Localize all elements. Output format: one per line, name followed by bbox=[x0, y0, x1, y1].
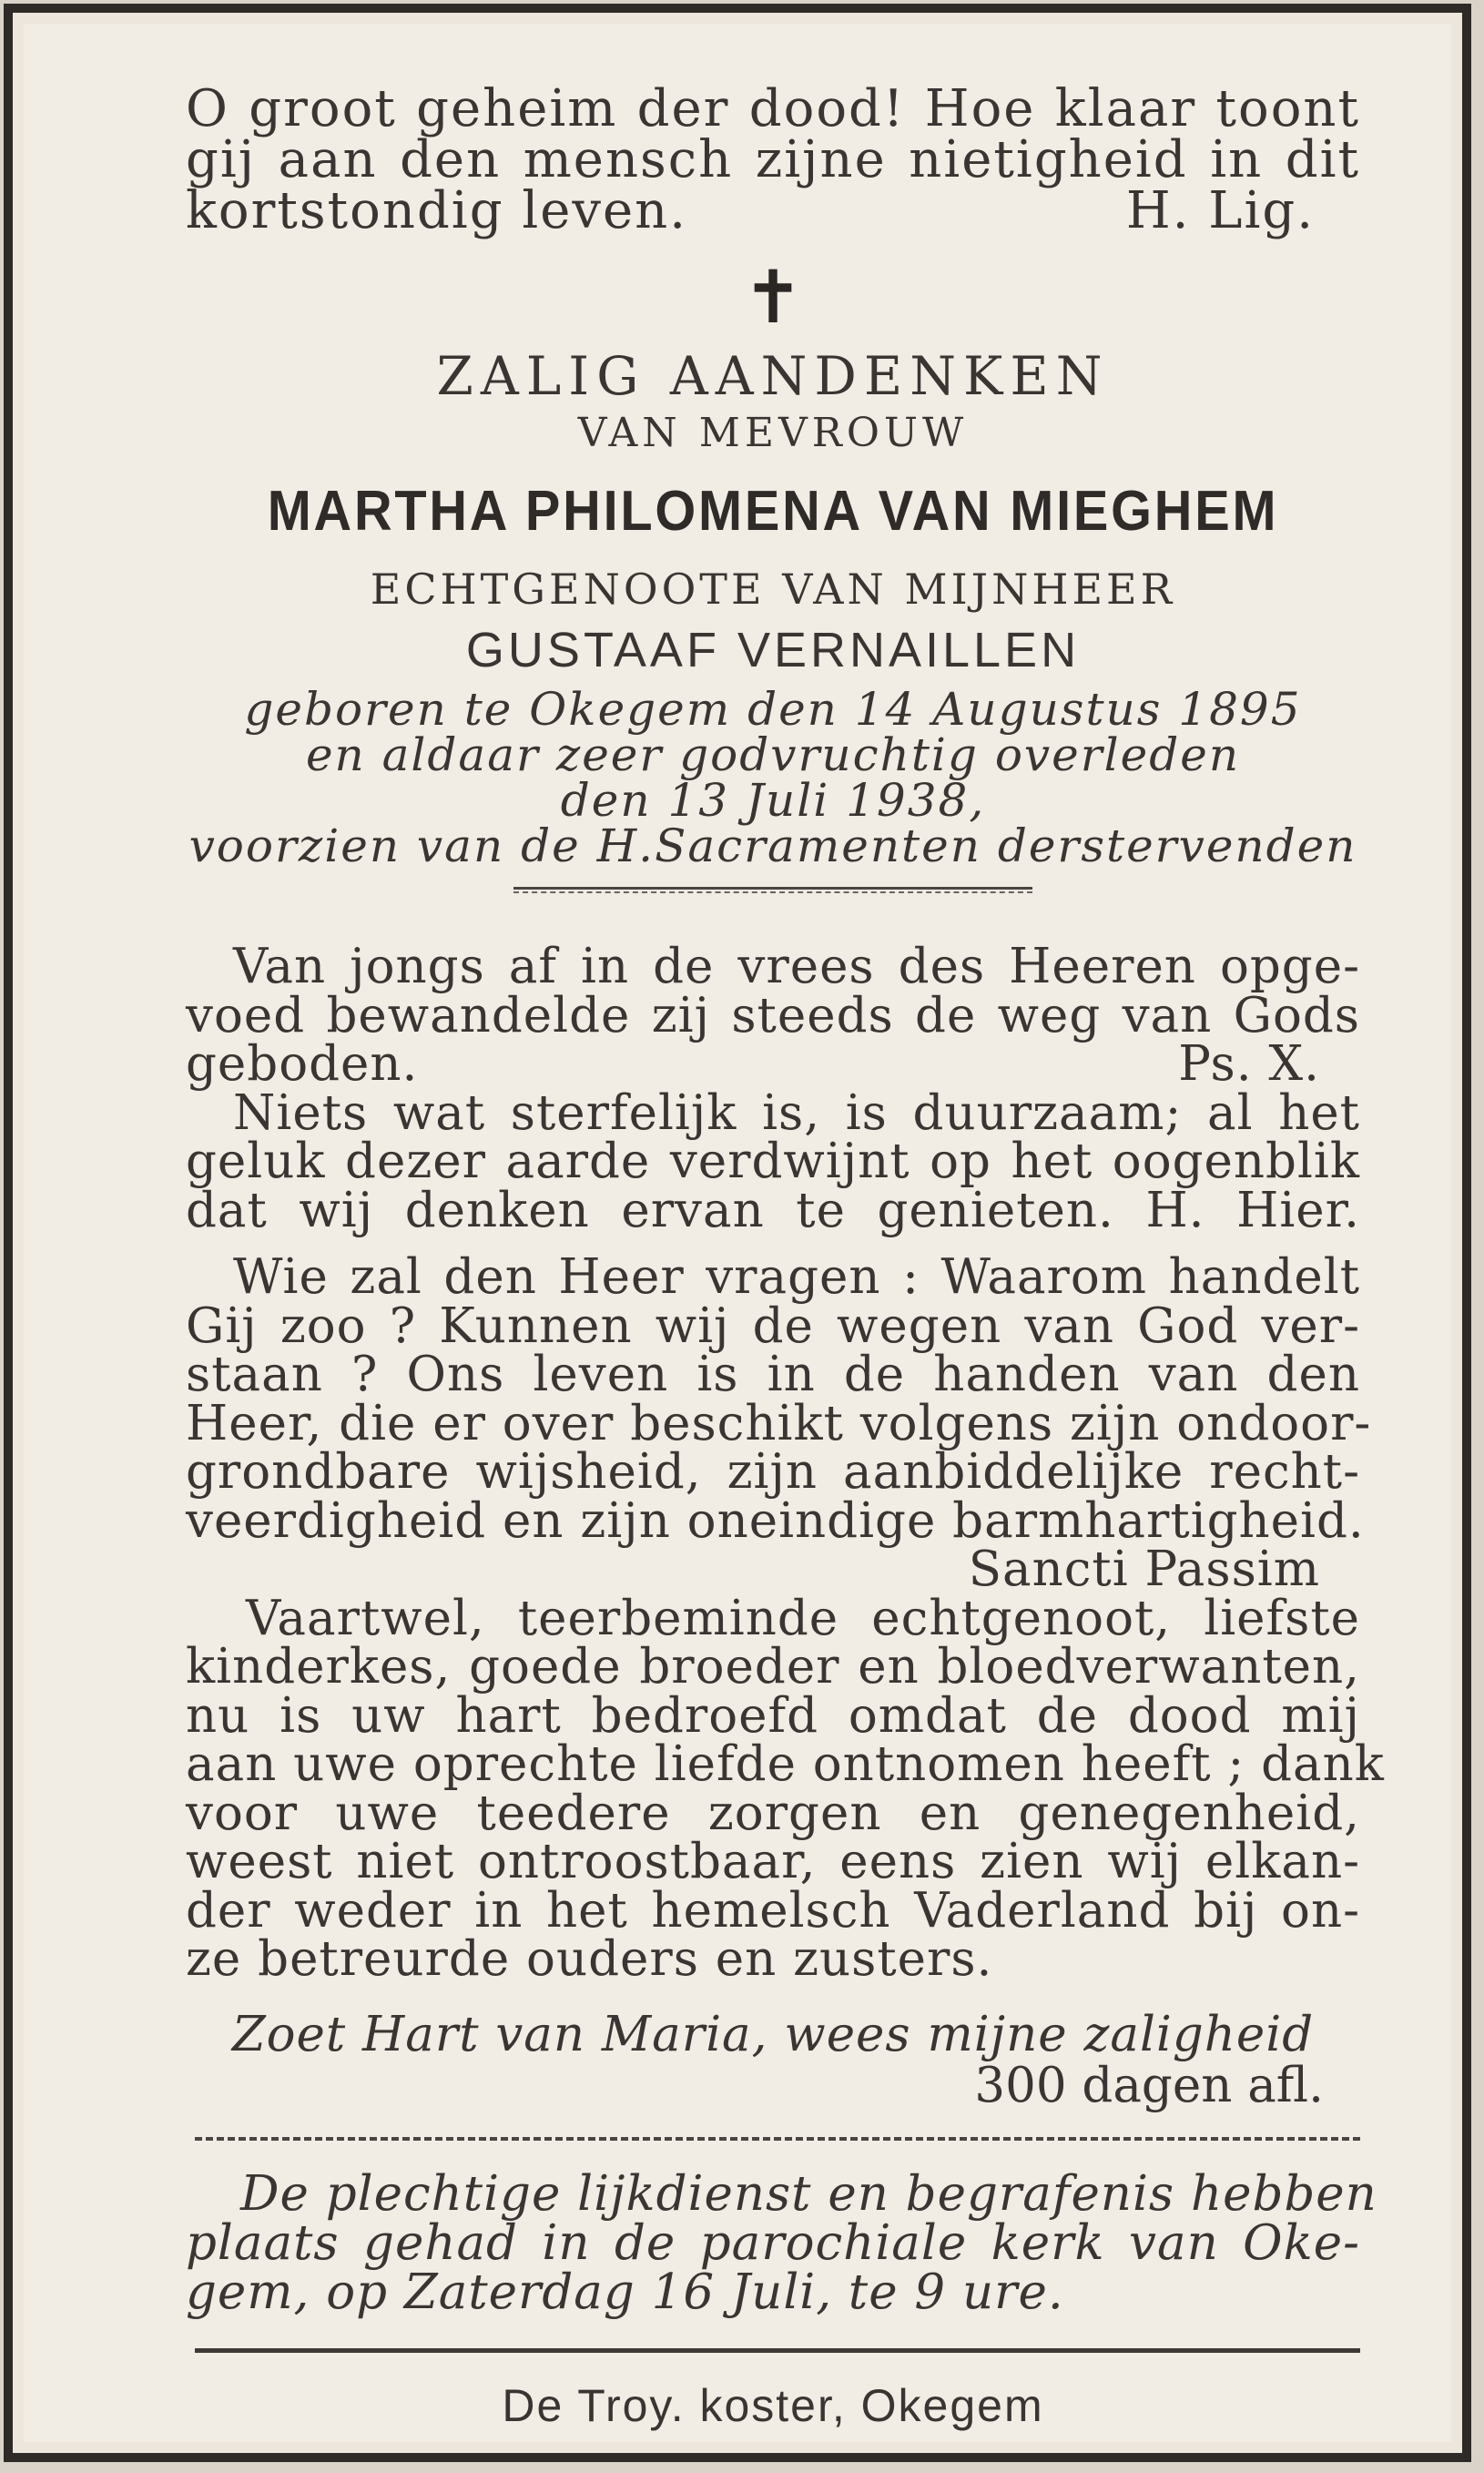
body-line: Van jongs af in de vrees des Heeren opge- bbox=[233, 939, 1360, 994]
body-line: nu is uw hart bedroefd omdat de dood mij bbox=[186, 1687, 1360, 1744]
dates-line: voorzien van de H.Sacramenten derstervenden bbox=[188, 819, 1357, 872]
epigraph-line: O groot geheim der dood! Hoe klaar toont bbox=[186, 79, 1360, 138]
body-line: veerdigheid en zijn oneindige barmhartigheid. bbox=[186, 1492, 1365, 1549]
body-line: Gij zoo ? Kunnen wij de wegen van God ver- bbox=[186, 1298, 1360, 1354]
spouse-label: ECHTGENOOTE VAN MIJNHEER bbox=[370, 565, 1176, 614]
memorial-card bbox=[4, 4, 1471, 2462]
card-title: ZALIG AANDENKEN bbox=[436, 345, 1110, 407]
life-dates bbox=[186, 683, 1360, 872]
dates-line: den 13 Juli 1938, bbox=[560, 774, 986, 827]
divider bbox=[195, 2348, 1360, 2353]
epigraph-line: gij aan den mensch zijne nietigheid in dit bbox=[186, 130, 1360, 189]
body-line bbox=[186, 1036, 1360, 1092]
funeral-line: gem, op Zaterdag 16 Juli, te 9 ure. bbox=[186, 2264, 1064, 2320]
body-line: ze betreurde ouders en zusters. bbox=[186, 1931, 993, 1987]
cross-icon: ✝ bbox=[742, 255, 804, 340]
deceased-name: MARTHA PHILOMENA VAN MIEGHEM bbox=[267, 480, 1279, 543]
body-line: voed bewandelde zij steeds de weg van Gods bbox=[186, 987, 1360, 1043]
body-line: der weder in het hemelsch Vaderland bij on- bbox=[186, 1882, 1360, 1939]
body-line: Wie zal den Heer vragen : Waarom handelt bbox=[233, 1249, 1360, 1305]
epigraph-line: kortstondig leven. bbox=[186, 181, 688, 240]
epigraph-source: H. Lig. bbox=[1125, 181, 1315, 240]
body-line: voor uwe teedere zorgen en genegenheid, bbox=[186, 1785, 1360, 1841]
dates-line: geboren te Okegem den 14 Augustus 1895 bbox=[244, 683, 1302, 736]
van-mevrouw: VAN MEVROUW bbox=[577, 410, 969, 456]
epigraph-last-line bbox=[186, 181, 1360, 240]
body-line: Vaartwel, teerbeminde echtgenoot, liefste bbox=[246, 1590, 1360, 1646]
body-line: dat wij denken ervan te genieten. H. Hier. bbox=[186, 1182, 1360, 1238]
body-line: kinderkes, goede broeder en bloedverwanten, bbox=[186, 1639, 1360, 1694]
epigraph bbox=[186, 79, 1360, 240]
body-line: aan uwe oprechte liefde ontnomen heeft ; dank bbox=[186, 1736, 1385, 1792]
body-line: geluk dezer aarde verdwijnt op het oogenblik bbox=[186, 1134, 1360, 1189]
spouse-name: GUSTAAF VERNAILLEN bbox=[465, 623, 1081, 677]
body-line: Heer, die er over beschikt volgens zijn ondoor- bbox=[186, 1395, 1372, 1451]
body-line: grondbare wijsheid, zijn aanbiddelijke recht- bbox=[186, 1444, 1360, 1500]
body-line: weest niet ontroostbaar, eens zien wij elkan- bbox=[186, 1834, 1360, 1889]
body-text bbox=[186, 939, 1385, 1987]
divider bbox=[195, 2137, 1360, 2141]
body-source: Ps. X. bbox=[1178, 1036, 1320, 1092]
card-paper bbox=[24, 24, 1451, 2442]
prayer: Zoet Hart van Maria, wees mijne zaligheid bbox=[231, 2006, 1315, 2062]
funeral-notice bbox=[186, 2165, 1377, 2320]
body-line: Niets wat sterfelijk is, is duurzaam; al het bbox=[233, 1084, 1360, 1141]
funeral-line: De plechtige lijkdienst en begrafenis hebben bbox=[240, 2165, 1377, 2222]
printer-imprint: De Troy. koster, Okegem bbox=[502, 2379, 1044, 2431]
indulgence: 300 dagen afl. bbox=[974, 2057, 1324, 2113]
card-content bbox=[186, 79, 1385, 2433]
funeral-line: plaats gehad in de parochiale kerk van Oke- bbox=[186, 2214, 1360, 2271]
body-text-fragment: geboden. bbox=[186, 1036, 419, 1092]
dates-line: en aldaar zeer godvruchtig overleden bbox=[305, 728, 1241, 781]
body-source: Sancti Passim bbox=[968, 1542, 1320, 1597]
divider bbox=[513, 887, 1032, 893]
body-line: staan ? Ons leven is in de handen van den bbox=[186, 1347, 1360, 1402]
